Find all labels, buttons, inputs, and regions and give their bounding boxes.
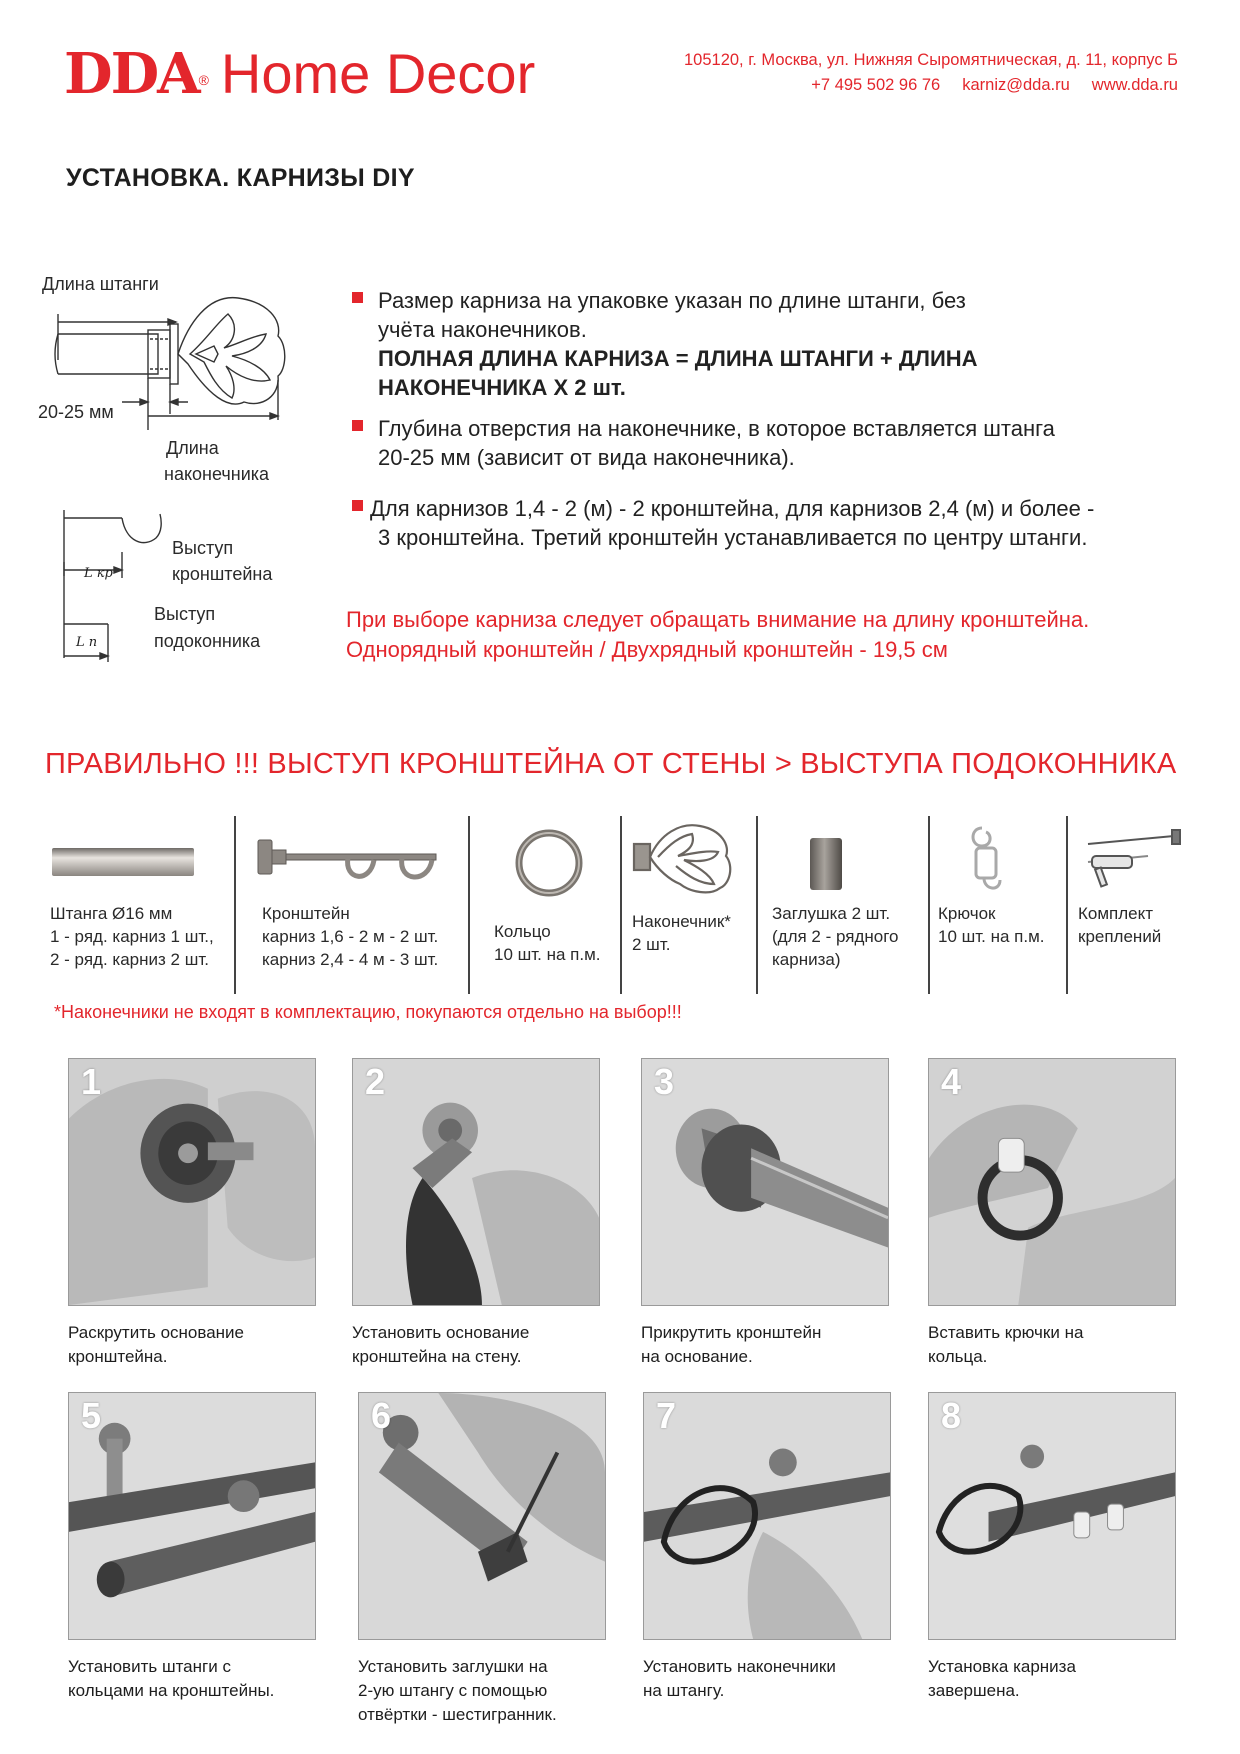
label-bracket-proj-1: Выступ bbox=[172, 538, 234, 558]
part-finial-label: Наконечник* 2 шт. bbox=[632, 912, 731, 954]
logo-brand: DDA bbox=[64, 41, 199, 107]
fasteners-icon bbox=[1078, 822, 1188, 896]
divider bbox=[928, 816, 930, 994]
page-title: УСТАНОВКА. КАРНИЗЫ DIY bbox=[66, 164, 415, 192]
label-sill-symbol: L п bbox=[76, 635, 98, 650]
bullet-square-icon bbox=[352, 292, 363, 303]
parts-list bbox=[42, 816, 1190, 994]
footnote: *Наконечники не входят в комплектацию, покупаются отдельно на выбор!!! bbox=[54, 1002, 682, 1022]
part-fasteners-label: Комплект креплений bbox=[1078, 904, 1162, 946]
step-3-photo-image bbox=[642, 1059, 888, 1305]
step-caption: Установка карниза завершена. bbox=[928, 1657, 1076, 1700]
rod-icon bbox=[50, 842, 196, 882]
step-caption: Установить основание кронштейна на стену. bbox=[352, 1323, 530, 1366]
bullet-square-icon bbox=[352, 500, 363, 511]
step-7-photo-image bbox=[644, 1393, 890, 1639]
step-number: 7 bbox=[656, 1395, 677, 1436]
address: 105120, г. Москва, ул. Нижняя Сыромятническая, д. 11, корпус Б bbox=[683, 51, 1178, 69]
part-hook-label: Крючок 10 шт. на п.м. bbox=[938, 904, 1045, 946]
part-rod-label: Штанга Ø16 мм 1 - ряд. карниз 1 шт., 2 - ряд. карниз 2 шт. bbox=[50, 904, 214, 969]
logo-text: Home Decor bbox=[220, 42, 536, 105]
label-finial-length-2: наконечника bbox=[164, 464, 270, 484]
step-caption: Установить штанги с кольцами на кронштейны. bbox=[68, 1657, 275, 1700]
step-number: 8 bbox=[941, 1395, 962, 1436]
step-photo bbox=[358, 1392, 606, 1640]
divider bbox=[468, 816, 470, 994]
step-number: 5 bbox=[81, 1395, 102, 1436]
label-sill-proj-2: подоконника bbox=[154, 631, 261, 651]
phone[interactable]: +7 495 502 96 76 bbox=[811, 76, 941, 94]
part-ring-label: Кольцо 10 шт. на п.м. bbox=[494, 922, 601, 964]
step-caption: Прикрутить кронштейн на основание. bbox=[641, 1323, 822, 1366]
bullet-square-icon bbox=[352, 420, 363, 431]
brand-logo bbox=[64, 40, 535, 108]
bullet-brackets: Для карнизов 1,4 - 2 (м) - 2 кронштейна, для карнизов 2,4 (м) и более - 3 кронштейна. Третий кронштейн устанавливается по центру штанги. bbox=[352, 494, 1192, 552]
step-photo bbox=[643, 1392, 891, 1640]
contacts bbox=[684, 48, 1178, 98]
divider bbox=[620, 816, 622, 994]
step-photo bbox=[928, 1058, 1176, 1306]
end-cap-icon bbox=[806, 836, 846, 892]
hook-icon bbox=[968, 824, 1008, 896]
bracket-length-note: При выборе карниза следует обращать внимание на длину кронштейна. Однорядный кронштейн / Двухрядный кронштейн - 19,5 см bbox=[346, 607, 1090, 662]
step-number: 2 bbox=[365, 1061, 386, 1102]
step-4-photo-image bbox=[929, 1059, 1175, 1305]
label-rod-length: Длина штанги bbox=[42, 274, 159, 294]
correct-heading: ПРАВИЛЬНО !!! ВЫСТУП КРОНШТЕЙНА ОТ СТЕНЫ > ВЫСТУПА ПОДОКОННИКА bbox=[45, 748, 1177, 780]
divider bbox=[234, 816, 236, 994]
step-caption: Установить заглушки на 2-ую штангу с помощью отвёртки - шестигранник. bbox=[358, 1657, 557, 1724]
step-8-photo-image bbox=[929, 1393, 1175, 1639]
step-caption: Раскрутить основание кронштейна. bbox=[68, 1323, 245, 1366]
bullet-size: Размер карниза на упаковке указан по длине штанги, без учёта наконечников. ПОЛНАЯ ДЛИНА КАРНИЗА = ДЛИНА ШТАНГИ + ДЛИНА НАКОНЕЧНИКА Х 2 шт. bbox=[352, 286, 1192, 402]
divider bbox=[1066, 816, 1068, 994]
label-bracket-symbol: L кр bbox=[84, 566, 113, 581]
finial-icon bbox=[630, 820, 740, 896]
label-finial-length-1: Длина bbox=[166, 438, 219, 458]
info-bullets bbox=[352, 286, 1192, 564]
part-cap-label: Заглушка 2 шт. (для 2 - рядного карниза) bbox=[772, 904, 899, 969]
step-number: 6 bbox=[371, 1395, 392, 1436]
step-number: 4 bbox=[941, 1061, 962, 1102]
label-sill-proj-1: Выступ bbox=[154, 604, 216, 624]
label-bracket-proj-2: кронштейна bbox=[172, 564, 273, 584]
label-depth: 20-25 мм bbox=[38, 402, 114, 422]
step-photo bbox=[68, 1392, 316, 1640]
step-caption: Вставить крючки на кольца. bbox=[928, 1323, 1084, 1366]
step-photo bbox=[352, 1058, 600, 1306]
step-caption: Установить наконечники на штангу. bbox=[643, 1657, 836, 1700]
step-2-photo-image bbox=[353, 1059, 599, 1305]
part-bracket-label: Кронштейн карниз 1,6 - 2 м - 2 шт. карниз 2,4 - 4 м - 3 шт. bbox=[262, 904, 439, 969]
step-1-photo-image bbox=[69, 1059, 315, 1305]
step-photo bbox=[68, 1058, 316, 1306]
step-photo bbox=[928, 1392, 1176, 1640]
step-6-photo-image bbox=[359, 1393, 605, 1639]
logo-registered-mark: ® bbox=[198, 72, 209, 88]
step-number: 3 bbox=[654, 1061, 675, 1102]
step-photo bbox=[641, 1058, 889, 1306]
ring-icon bbox=[512, 826, 586, 900]
bracket-icon bbox=[252, 836, 452, 892]
website-link[interactable]: www.dda.ru bbox=[1091, 76, 1178, 94]
email-link[interactable]: karniz@dda.ru bbox=[962, 76, 1070, 94]
step-5-photo-image bbox=[69, 1393, 315, 1639]
bullet-depth: Глубина отверстия на наконечнике, в которое вставляется штанга 20-25 мм (зависит от вида наконечника). bbox=[352, 414, 1192, 472]
step-number: 1 bbox=[81, 1061, 102, 1102]
divider bbox=[756, 816, 758, 994]
